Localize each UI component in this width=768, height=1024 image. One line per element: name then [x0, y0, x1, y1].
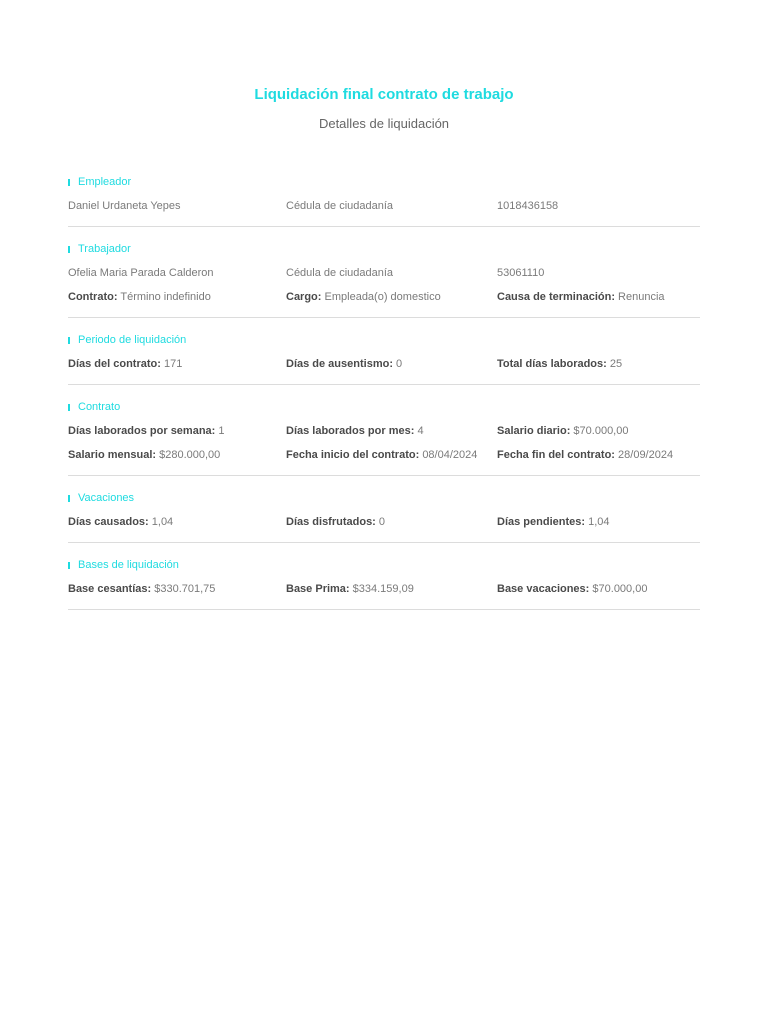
info-row [68, 443, 700, 467]
worker-doc-type: Cédula de ciudadanía [286, 267, 394, 279]
section-heading-label: Vacaciones [78, 492, 135, 504]
info-row [68, 261, 700, 285]
termination-cause-field: Causa de terminación: Renuncia [497, 291, 665, 303]
contract-end-field: Fecha fin del contrato: 28/09/2024 [497, 449, 674, 461]
section-heading-label: Bases de liquidación [78, 559, 179, 571]
section-heading [68, 170, 700, 194]
employer-name: Daniel Urdaneta Yepes [68, 200, 181, 212]
employer-doc-number: 1018436158 [497, 200, 559, 212]
monthly-salary-field: Salario mensual: $280.000,00 [68, 449, 221, 461]
section-heading-label: Contrato [78, 401, 121, 413]
section-contrato [68, 385, 700, 476]
contract-days-field: Días del contrato: 171 [68, 358, 183, 370]
section-vacaciones [68, 476, 700, 543]
total-worked-days-field: Total días laborados: 25 [497, 358, 623, 370]
contract-type-field: Contrato: Término indefinido [68, 291, 211, 303]
vacation-base-field: Base vacaciones: $70.000,00 [497, 583, 648, 595]
sections [68, 170, 700, 610]
absence-days-field: Días de ausentismo: 0 [286, 358, 403, 370]
section-heading-label: Periodo de liquidación [78, 334, 187, 346]
daily-salary-field: Salario diario: $70.000,00 [497, 425, 629, 437]
section-heading-label: Trabajador [78, 243, 131, 255]
section-empleador [68, 170, 700, 227]
accrued-days-field: Días causados: 1,04 [68, 516, 174, 528]
section-heading [68, 237, 700, 261]
section-marker-icon [68, 337, 70, 344]
section-heading [68, 486, 700, 510]
worker-name: Ofelia Maria Parada Calderon [68, 267, 214, 279]
position-field: Cargo: Empleada(o) domestico [286, 291, 441, 303]
section-trabajador [68, 227, 700, 318]
info-row [68, 352, 700, 376]
section-periodo [68, 318, 700, 385]
severance-base-field: Base cesantías: $330.701,75 [68, 583, 216, 595]
section-heading [68, 328, 700, 352]
section-marker-icon [68, 246, 70, 253]
section-marker-icon [68, 404, 70, 411]
section-heading [68, 553, 700, 577]
info-row [68, 577, 700, 601]
days-per-week-field: Días laborados por semana: 1 [68, 425, 225, 437]
info-row [68, 285, 700, 309]
section-marker-icon [68, 562, 70, 569]
section-marker-icon [68, 495, 70, 502]
bonus-base-field: Base Prima: $334.159,09 [286, 583, 414, 595]
page-title: Liquidación final contrato de trabajo [254, 86, 514, 103]
info-row [68, 194, 700, 218]
pending-days-field: Días pendientes: 1,04 [497, 516, 610, 528]
section-heading [68, 395, 700, 419]
contract-start-field: Fecha inicio del contrato: 08/04/2024 [286, 449, 478, 461]
worker-doc-number: 53061110 [497, 267, 545, 279]
page-subtitle: Detalles de liquidación [318, 116, 450, 131]
days-per-month-field: Días laborados por mes: 4 [286, 425, 424, 437]
employer-doc-type: Cédula de ciudadanía [286, 200, 394, 212]
enjoyed-days-field: Días disfrutados: 0 [286, 516, 386, 528]
section-heading-label: Empleador [78, 176, 132, 188]
section-marker-icon [68, 179, 70, 186]
info-row [68, 510, 700, 534]
section-bases [68, 543, 700, 610]
info-row [68, 419, 700, 443]
